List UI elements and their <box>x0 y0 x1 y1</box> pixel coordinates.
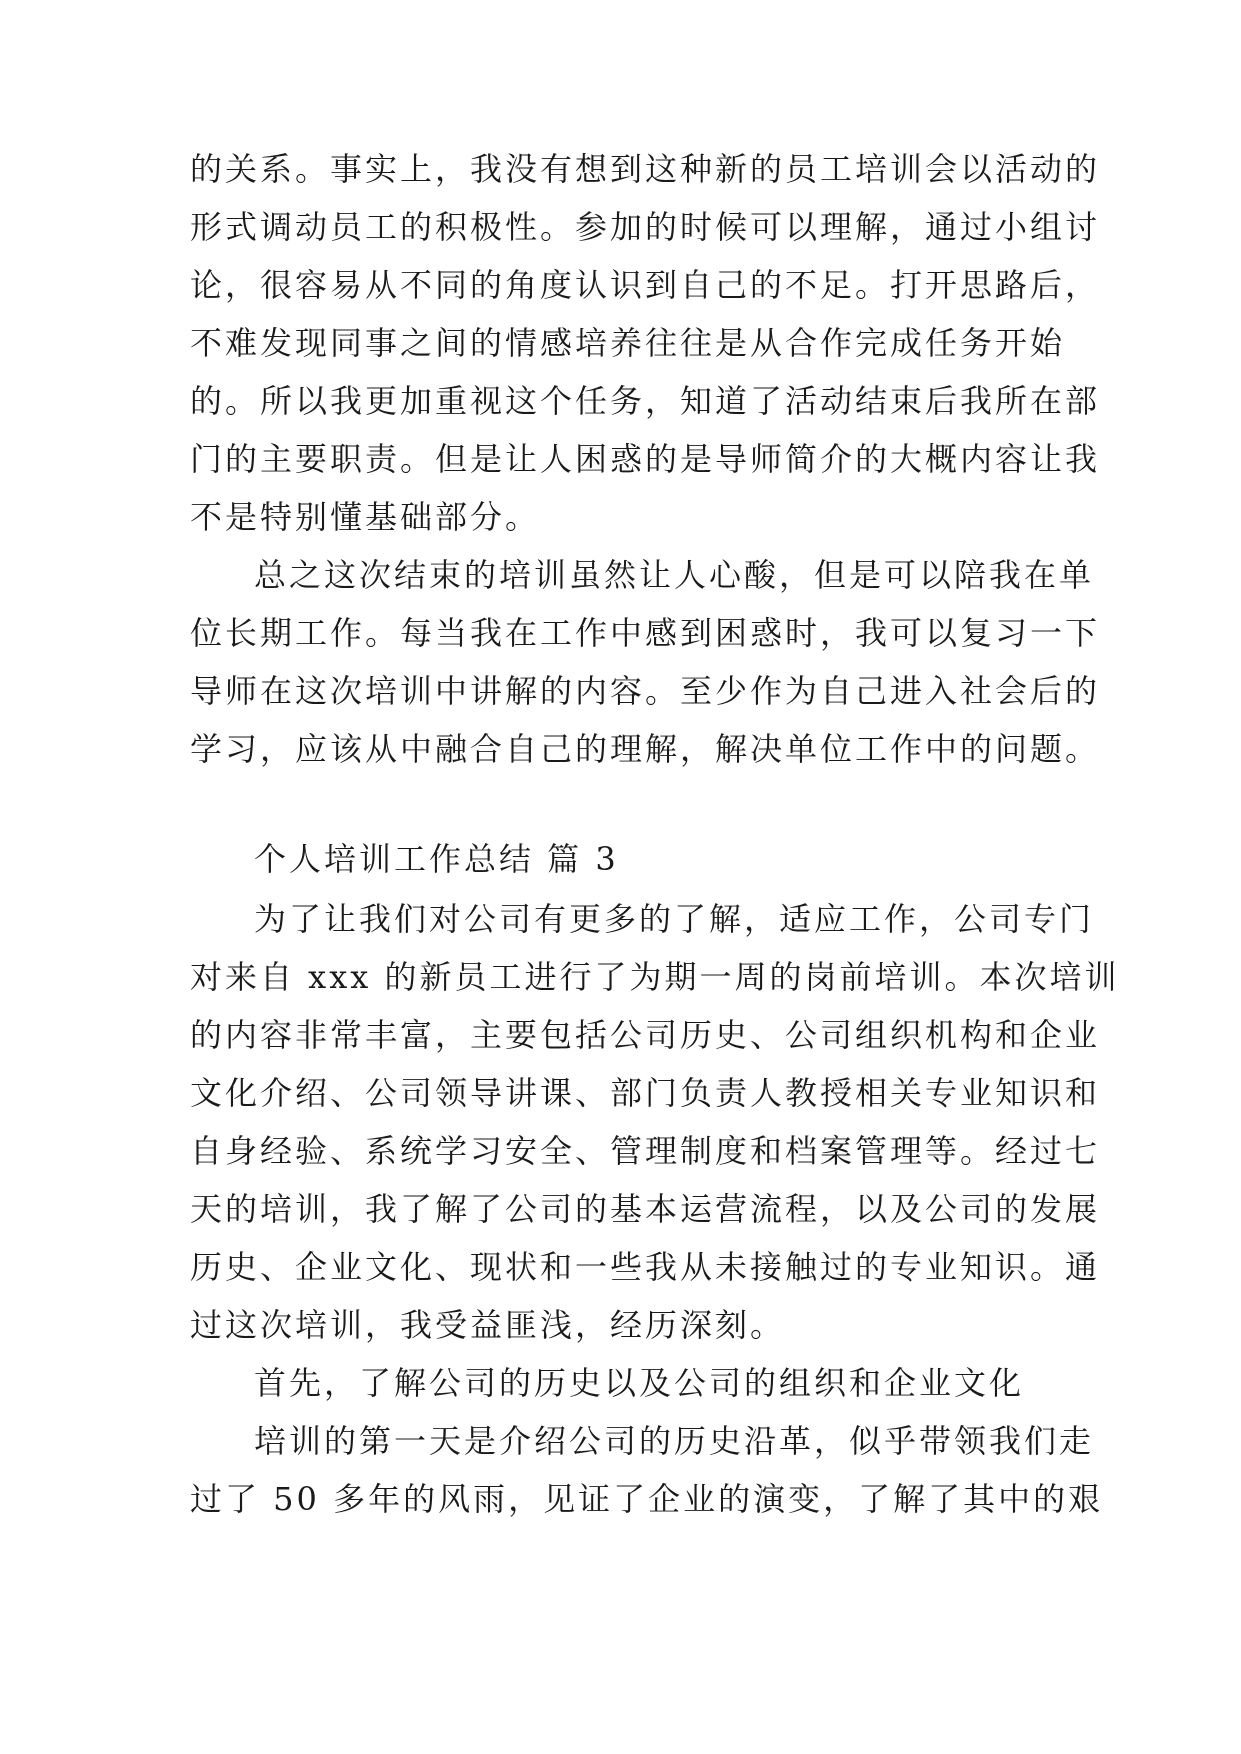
text-line: 文化介绍、公司领导讲课、部门负责人教授相关专业知识和 <box>190 1074 1101 1112</box>
text-line: 过了 50 多年的风雨，见证了企业的演变，了解了其中的艰 <box>190 1480 1104 1518</box>
text-line: 不难发现同事之间的情感培养往往是从合作完成任务开始 <box>190 324 1066 362</box>
text-line: 总之这次结束的培训虽然让人心酸，但是可以陪我在单 <box>254 556 1095 594</box>
text-line: 论，很容易从不同的角度认识到自己的不足。打开思路后， <box>190 266 1101 304</box>
section-heading: 个人培训工作总结 篇 3 <box>254 840 619 878</box>
text-line: 自身经验、系统学习安全、管理制度和档案管理等。经过七 <box>190 1132 1101 1170</box>
text-line: 的。所以我更加重视这个任务，知道了活动结束后我所在部 <box>190 382 1101 420</box>
text-line: 位长期工作。每当我在工作中感到困惑时，我可以复习一下 <box>190 614 1101 652</box>
text-line: 天的培训，我了解了公司的基本运营流程，以及公司的发展 <box>190 1190 1101 1228</box>
text-line: 不是特别懂基础部分。 <box>190 498 541 536</box>
text-line: 形式调动员工的积极性。参加的时候可以理解，通过小组讨 <box>190 208 1101 246</box>
text-line: 学习，应该从中融合自己的理解，解决单位工作中的问题。 <box>190 730 1101 768</box>
text-line: 导师在这次培训中讲解的内容。至少作为自己进入社会后的 <box>190 672 1101 710</box>
text-line: 的关系。事实上，我没有想到这种新的员工培训会以活动的 <box>190 150 1101 188</box>
text-line: 对来自 xxx 的新员工进行了为期一周的岗前培训。本次培训 <box>190 958 1120 996</box>
text-line: 历史、企业文化、现状和一些我从未接触过的专业知识。通 <box>190 1248 1101 1286</box>
text-line: 的内容非常丰富，主要包括公司历史、公司组织机构和企业 <box>190 1016 1101 1054</box>
text-line: 过这次培训，我受益匪浅，经历深刻。 <box>190 1306 786 1344</box>
text-line: 门的主要职责。但是让人困惑的是导师简介的大概内容让我 <box>190 440 1101 478</box>
text-line: 首先，了解公司的历史以及公司的组织和企业文化 <box>254 1364 1025 1402</box>
text-line: 培训的第一天是介绍公司的历史沿革，似乎带领我们走 <box>254 1422 1095 1460</box>
document-page <box>190 0 1120 1754</box>
text-line: 为了让我们对公司有更多的了解，适应工作，公司专门 <box>254 900 1095 938</box>
